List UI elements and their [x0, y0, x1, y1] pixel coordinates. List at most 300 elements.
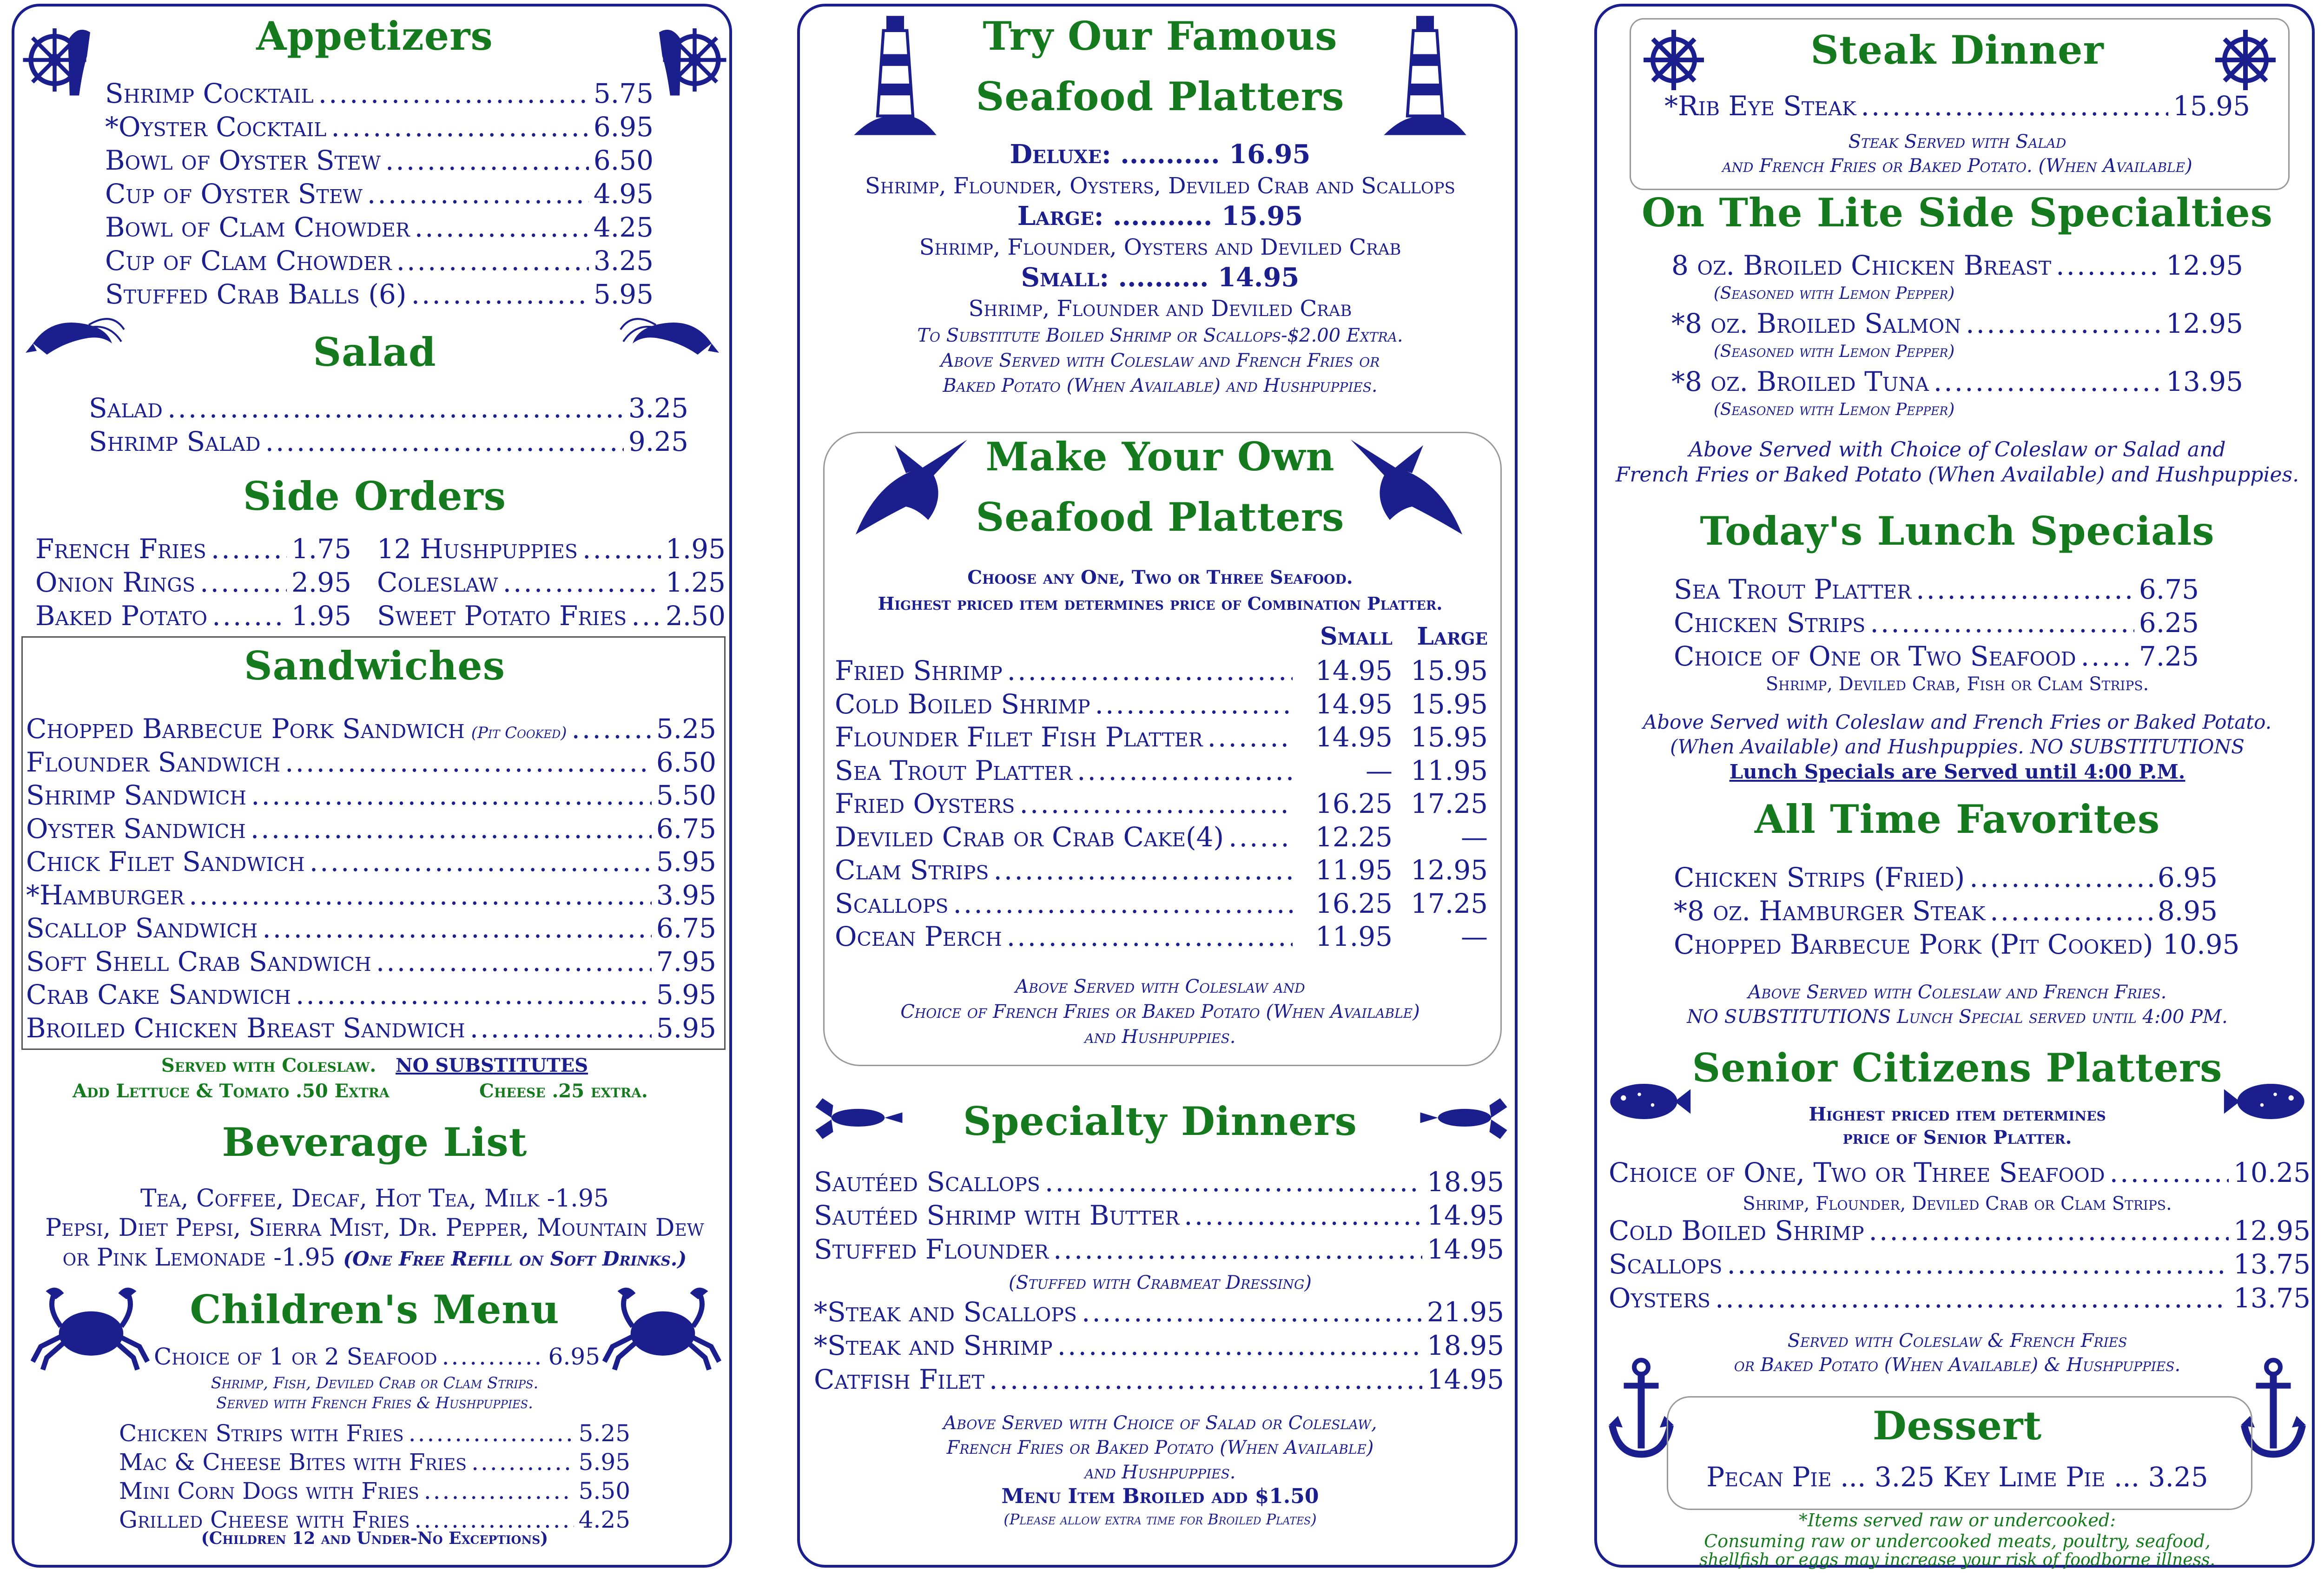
dot-leader: [310, 848, 652, 875]
item-name: *8 oz. Hamburger Steak: [1674, 895, 1986, 927]
item-name: Coleslaw: [377, 567, 498, 598]
item-name: Flounder Filet Fish Platter: [835, 721, 1203, 753]
menu-item: [814, 1166, 1504, 1198]
item-name: Bowl of Clam Chowder: [105, 211, 410, 243]
dot-leader: [1208, 724, 1293, 751]
lite-note-2: French Fries or Baked Potato (When Available) and Hushpuppies.: [1615, 463, 2299, 487]
famous-title-line-1: Try Our Famous: [983, 13, 1338, 59]
children-choice-note-1: Shrimp, Fish, Deviled Crab or Clam Strips.: [211, 1374, 539, 1392]
item-price: 5.95: [578, 1449, 630, 1476]
dot-leader: [1184, 1202, 1422, 1229]
menu-item: [835, 887, 1488, 919]
item-price: 12.95: [2166, 250, 2243, 281]
menu-item: [835, 721, 1488, 753]
warning-line-2: Consuming raw or undercooked meats, poultry, seafood,: [1704, 1531, 2211, 1551]
steak-note-2: and French Fries or Baked Potato. (When Available): [1722, 155, 2192, 177]
item-name: Scallops: [835, 887, 949, 919]
make-own-note-3: and Hushpuppies.: [1084, 1026, 1236, 1048]
warning-line-1: *Items served raw or undercooked:: [1798, 1510, 2116, 1530]
senior-title: Senior Citizens Platters: [1692, 1045, 2223, 1091]
sandwiches-title: Sandwiches: [244, 643, 506, 689]
item-price: 6.75: [656, 812, 716, 844]
item-name: *Rib Eye Steak: [1664, 90, 1856, 122]
broiled-note: Menu Item Broiled add $1.50: [1001, 1484, 1319, 1508]
dot-leader: [989, 1366, 1422, 1393]
item-name: Shrimp Sandwich: [26, 779, 247, 811]
item-name: Chick Filet Sandwich: [26, 846, 305, 877]
item-name: Clam Strips: [835, 854, 989, 886]
item-name: Chicken Strips with Fries: [119, 1420, 404, 1447]
highest-note: Highest priced item determines price of Combination Platter.: [878, 593, 1443, 614]
menu-item: [377, 569, 726, 596]
make-own-title-line-2: Seafood Platters: [976, 494, 1345, 540]
dot-leader: [331, 113, 588, 140]
deluxe-price: Deluxe: ........... 16.95: [1010, 139, 1311, 170]
menu-item: [814, 1366, 1504, 1393]
dot-leader: [1053, 1236, 1422, 1263]
item-name: Chopped Barbecue Pork Sandwich: [26, 713, 465, 745]
item-name: *8 oz. Broiled Salmon: [1671, 308, 1961, 339]
menu-item: [26, 713, 716, 745]
item-name: Chopped Barbecue Pork (Pit Cooked): [1674, 929, 2153, 960]
dot-leader: [1095, 691, 1293, 718]
sandwich-served-note: Served with Coleslaw. NO SUBSTITUTES: [161, 1055, 588, 1076]
col-large-header: Large: [1417, 622, 1488, 651]
steak-title: Steak Dinner: [1810, 27, 2104, 73]
item-price-small: 14.95: [1315, 655, 1393, 686]
menu-item: [814, 1233, 1504, 1265]
menu-item: [119, 1508, 630, 1531]
famous-served-note-1: Above Served with Coleslaw and French Fries or: [940, 350, 1380, 371]
menu-item: [377, 533, 726, 565]
item-price: 3.25: [593, 245, 654, 277]
menu-item: [105, 245, 654, 277]
menu-item: [105, 211, 654, 243]
item-name: Stuffed Flounder: [814, 1233, 1049, 1265]
dot-leader: [2056, 252, 2161, 279]
substitute-note: To Substitute Boiled Shrimp or Scallops-$2.00 Extra.: [917, 325, 1403, 346]
item-price: 1.75: [291, 533, 351, 565]
lunch-note-3: Lunch Specials are Served until 4:00 P.M.: [1729, 760, 2185, 783]
item-price: 15.95: [2172, 90, 2250, 122]
lite-note-1: Above Served with Choice of Coleslaw or Salad and: [1689, 438, 2226, 462]
item-price: 6.95: [2157, 862, 2218, 893]
item-price: 5.95: [656, 979, 716, 1010]
item-price: 6.50: [656, 746, 716, 778]
menu-item: [119, 1451, 630, 1474]
dot-leader: [1228, 824, 1293, 851]
menu-item: [835, 754, 1488, 786]
dot-leader: [1045, 1168, 1422, 1195]
item-price-large: 17.25: [1410, 788, 1488, 819]
panel-right: [1594, 4, 2315, 1568]
item-name: Choice of 1 or 2 Seafood: [154, 1343, 437, 1370]
item-price-large: —: [1461, 821, 1488, 853]
menu-item: [835, 854, 1488, 886]
item-price-large: 11.95: [1410, 754, 1488, 786]
item-price-small: 11.95: [1315, 854, 1393, 886]
dot-leader: [572, 715, 652, 742]
small-desc: Shrimp, Flounder and Deviled Crab: [968, 296, 1352, 322]
item-price: 4.95: [593, 178, 654, 210]
dot-leader: [1082, 1299, 1422, 1325]
item-name: *Oyster Cocktail: [105, 111, 327, 143]
steak-note-1: Steak Served with Salad: [1848, 131, 2067, 152]
menu-item: [1671, 310, 2243, 337]
item-name: *Hamburger: [26, 879, 185, 911]
item-name: Flounder Sandwich: [26, 746, 281, 778]
dot-leader: [396, 247, 589, 274]
menu-item: [814, 1332, 1504, 1359]
specialty-title: Specialty Dinners: [963, 1098, 1357, 1144]
menu-item: [89, 392, 688, 424]
make-own-title-line-1: Make Your Own: [985, 434, 1335, 480]
side-orders-title: Side Orders: [243, 473, 507, 519]
dot-leader: [414, 1508, 574, 1531]
specialty-note-2: French Fries or Baked Potato (When Available): [946, 1437, 1374, 1458]
menu-item: [1674, 640, 2199, 672]
menu-item: [1674, 895, 2218, 927]
senior-note-1: Served with Coleslaw & French Fries: [1787, 1330, 2127, 1352]
dot-leader: [167, 395, 624, 422]
menu-item: [26, 1012, 716, 1044]
dot-leader: [211, 535, 287, 562]
dot-leader: [189, 882, 652, 909]
menu-item: [1609, 1159, 2311, 1186]
children-footer: (Children 12 and Under-No Exceptions): [201, 1529, 548, 1548]
menu-item: [35, 533, 351, 565]
item-price: 1.25: [665, 567, 726, 598]
dot-leader: [471, 1451, 574, 1474]
item-price: 21.95: [1426, 1296, 1504, 1328]
specialty-note-1: Above Served with Choice of Salad or Coleslaw,: [943, 1412, 1377, 1434]
item-subnote: (Seasoned with Lemon Pepper): [1713, 342, 1955, 361]
menu-item: [26, 746, 716, 778]
dot-leader: [2081, 643, 2134, 670]
item-price: 9.25: [628, 426, 688, 457]
dot-leader: [1861, 92, 2168, 119]
dot-leader: [442, 1345, 544, 1368]
beverage-line-2: Pepsi, Diet Pepsi, Sierra Mist, Dr. Pepper, Mountain Dew: [45, 1214, 704, 1242]
menu-item: [1674, 576, 2199, 603]
dot-leader: [1990, 897, 2153, 924]
senior-note-2: or Baked Potato (When Available) & Hushpuppies.: [1734, 1354, 2181, 1376]
salad-title: Salad: [313, 329, 436, 375]
item-price-small: 14.95: [1315, 721, 1393, 753]
menu-item: [1674, 607, 2199, 639]
menu-item: [35, 600, 351, 632]
item-price: 14.95: [1426, 1200, 1504, 1231]
item-price-large: 15.95: [1410, 721, 1488, 753]
menu-item: [105, 147, 654, 174]
dot-leader: [1727, 1251, 2229, 1278]
menu-item: [154, 1345, 600, 1368]
lunch-choice-note: Shrimp, Deviled Crab, Fish or Clam Strips.: [1765, 673, 2149, 695]
item-name: Cold Boiled Shrimp: [1609, 1215, 1864, 1246]
item-price: 12.95: [2233, 1215, 2311, 1246]
favorites-title: All Time Favorites: [1754, 796, 2160, 842]
dot-leader: [296, 981, 652, 1008]
item-name: Cup of Oyster Stew: [105, 178, 363, 210]
dot-leader: [1969, 864, 2153, 891]
menu-item: [835, 790, 1488, 817]
dot-leader: [1077, 757, 1293, 784]
item-name: Salad: [89, 392, 163, 424]
small-price: Small: .......... 14.95: [1021, 262, 1300, 293]
dot-leader: [1057, 1332, 1422, 1359]
item-price: 13.75: [2233, 1248, 2311, 1280]
menu-item: [1674, 864, 2218, 891]
dot-leader: [424, 1479, 574, 1503]
item-price: 6.50: [593, 145, 654, 176]
item-name: Shrimp Cocktail: [105, 78, 314, 109]
item-price: 18.95: [1426, 1330, 1504, 1361]
item-price: 6.25: [2139, 607, 2199, 639]
stuffed-note: (Stuffed with Crabmeat Dressing): [1008, 1272, 1312, 1293]
item-name: Onion Rings: [35, 567, 196, 598]
large-desc: Shrimp, Flounder, Oysters and Deviled Crab: [919, 234, 1401, 260]
item-price: 5.75: [593, 78, 654, 109]
item-price: 1.95: [291, 600, 351, 632]
item-name: French Fries: [35, 533, 206, 565]
children-choice-note-2: Served with French Fries & Hushpuppies.: [216, 1394, 533, 1412]
dot-leader: [318, 80, 589, 107]
item-price: 6.75: [656, 912, 716, 944]
childrens-menu-title: Children's Menu: [190, 1286, 560, 1332]
col-small-header: Small: [1320, 622, 1393, 651]
dot-leader: [200, 569, 287, 596]
item-price: 4.25: [593, 211, 654, 243]
item-price-large: 17.25: [1410, 887, 1488, 919]
item-price: 3.25: [628, 392, 688, 424]
item-price: 5.50: [578, 1477, 630, 1504]
menu-item: [105, 178, 654, 210]
item-name: Choice of One or Two Seafood: [1674, 640, 2076, 672]
menu-item: [835, 923, 1488, 950]
item-price: 5.50: [656, 779, 716, 811]
dot-leader: [385, 147, 589, 174]
dot-leader: [2110, 1159, 2229, 1186]
menu-item: [26, 945, 716, 977]
item-price: 7.25: [2139, 640, 2199, 672]
broiled-time-note: (Please allow extra time for Broiled Plates): [1004, 1510, 1317, 1528]
lettuce-note: Add Lettuce & Tomato .50 Extra: [73, 1080, 390, 1102]
menu-item: [105, 80, 654, 107]
menu-item: [26, 879, 716, 911]
item-name: Sautéed Shrimp with Butter: [814, 1200, 1180, 1231]
item-price-small: 16.25: [1315, 887, 1393, 919]
item-name: Sea Trout Platter: [1674, 574, 1912, 605]
dot-leader: [367, 180, 589, 207]
item-name: Ocean Perch: [835, 921, 1002, 952]
item-price: 6.75: [2139, 574, 2199, 605]
item-name: Broiled Chicken Breast Sandwich: [26, 1012, 465, 1044]
cheese-note: Cheese .25 extra.: [479, 1080, 648, 1102]
menu-item: [835, 821, 1488, 853]
item-name: Scallop Sandwich: [26, 912, 258, 944]
specialty-note-3: and Hushpuppies.: [1084, 1462, 1236, 1483]
dot-leader: [411, 281, 589, 308]
dot-leader: [1934, 368, 2161, 395]
item-name: *Steak and Shrimp: [814, 1330, 1053, 1361]
dot-leader: [582, 535, 661, 562]
menu-item: [1609, 1282, 2311, 1314]
dot-leader: [1869, 1217, 2229, 1244]
item-price: 5.95: [593, 278, 654, 310]
senior-sub-1: Highest priced item determines: [1809, 1103, 2106, 1125]
menu-item: [26, 912, 716, 944]
menu-item: [26, 779, 716, 811]
item-subnote: (Seasoned with Lemon Pepper): [1713, 400, 1955, 419]
item-price: 18.95: [1426, 1166, 1504, 1198]
menu-item: [119, 1479, 630, 1503]
item-price: 10.95: [2162, 929, 2240, 960]
menu-item: [119, 1422, 630, 1445]
dot-leader: [212, 602, 287, 629]
senior-choice-note: Shrimp, Flounder, Deviled Crab or Clam Strips.: [1743, 1193, 2172, 1214]
item-price: 5.95: [656, 846, 716, 877]
item-name: 8 oz. Broiled Chicken Breast: [1671, 250, 2052, 281]
appetizers-title: Appetizers: [256, 13, 493, 59]
beverage-title: Beverage List: [222, 1119, 528, 1165]
item-price-small: 11.95: [1315, 921, 1393, 952]
menu-item: [814, 1296, 1504, 1328]
item-name: Mac & Cheese Bites with Fries: [119, 1449, 467, 1476]
item-name: Sautéed Scallops: [814, 1166, 1040, 1198]
make-own-note-2: Choice of French Fries or Baked Potato (When Available): [900, 1001, 1420, 1022]
item-price: 5.25: [578, 1420, 630, 1447]
large-price: Large: ........... 15.95: [1017, 201, 1303, 231]
item-name: *Steak and Scallops: [814, 1296, 1077, 1328]
dot-leader: [251, 782, 652, 809]
famous-served-note-2: Baked Potato (When Available) and Hushpuppies.: [943, 375, 1378, 396]
item-name: Catfish Filet: [814, 1364, 984, 1395]
item-name: Shrimp Salad: [89, 426, 261, 457]
item-name: Fried Shrimp: [835, 655, 1003, 686]
item-name: Sea Trout Platter: [835, 754, 1073, 786]
menu-item: [89, 428, 688, 455]
item-name: Oysters: [1609, 1282, 1710, 1314]
item-name: Bowl of Oyster Stew: [105, 145, 381, 176]
item-name: Chicken Strips (Fried): [1674, 862, 1965, 893]
dot-leader: [376, 948, 652, 975]
menu-item: [835, 688, 1488, 720]
dot-leader: [265, 428, 624, 455]
item-name: *8 oz. Broiled Tuna: [1671, 366, 1929, 397]
dot-leader: [1019, 790, 1293, 817]
item-price: 10.25: [2233, 1157, 2311, 1188]
beverage-line-1: Tea, Coffee, Decaf, Hot Tea, Milk -1.95: [140, 1185, 609, 1213]
favorites-note-2: NO SUBSTITUTIONS Lunch Special served until 4:00 PM.: [1687, 1006, 2228, 1028]
lite-title: On The Lite Side Specialties: [1642, 190, 2273, 236]
make-own-note-1: Above Served with Coleslaw and: [1015, 976, 1305, 997]
dessert-line: Pecan Pie ... 3.25 Key Lime Pie ... 3.25: [1706, 1461, 2208, 1493]
dot-leader: [1870, 609, 2134, 636]
item-name: Mini Corn Dogs with Fries: [119, 1477, 419, 1504]
favorites-note-1: Above Served with Coleslaw and French Fries.: [1748, 982, 2167, 1003]
item-price-small: 16.25: [1315, 788, 1393, 819]
menu-item: [835, 657, 1488, 684]
item-name: Stuffed Crab Balls (6): [105, 278, 407, 310]
dot-leader: [631, 602, 661, 629]
item-price: 6.95: [593, 111, 654, 143]
item-price: 8.95: [2157, 895, 2218, 927]
lunch-title: Today's Lunch Specials: [1700, 508, 2215, 554]
menu-item: [105, 278, 654, 310]
menu-item: [1674, 929, 2240, 960]
lunch-note-1: Above Served with Coleslaw and French Fries or Baked Potato.: [1643, 711, 2272, 733]
item-price: 2.50: [665, 600, 726, 632]
item-price: 7.95: [656, 945, 716, 977]
item-name: Cold Boiled Shrimp: [835, 688, 1090, 720]
item-name: Oyster Sandwich: [26, 812, 246, 844]
item-name: Cup of Clam Chowder: [105, 245, 392, 277]
dot-leader: [503, 569, 661, 596]
dot-leader: [993, 857, 1293, 884]
item-price-small: —: [1366, 754, 1393, 786]
item-name: Baked Potato: [35, 600, 208, 632]
item-price-small: 12.25: [1315, 821, 1393, 853]
item-name: Sweet Potato Fries: [377, 600, 627, 632]
item-price-large: 15.95: [1410, 655, 1488, 686]
lunch-note-2: (When Available) and Hushpuppies. NO SUBSTITUTIONS: [1670, 735, 2245, 758]
item-name: 12 Hushpuppies: [377, 533, 578, 565]
item-price-large: 15.95: [1410, 688, 1488, 720]
senior-sub-2: price of Senior Platter.: [1842, 1127, 2072, 1148]
dot-leader: [251, 815, 652, 842]
menu-item: [1609, 1248, 2311, 1280]
item-price: 14.95: [1426, 1233, 1504, 1265]
dot-leader: [953, 890, 1293, 917]
panel-middle: [797, 4, 1518, 1568]
item-price: 5.25: [656, 713, 716, 745]
item-price: 4.25: [578, 1506, 630, 1533]
item-name: Fried Oysters: [835, 788, 1015, 819]
menu-item: [1671, 368, 2243, 395]
beverage-line-3: or Pink Lemonade -1.95 (One Free Refill on Soft Drinks.): [62, 1244, 687, 1272]
item-price: 6.95: [548, 1343, 600, 1370]
dot-leader: [1715, 1285, 2229, 1312]
choose-note: Choose any One, Two or Three Seafood.: [967, 567, 1353, 588]
item-name: Chicken Strips: [1674, 607, 1866, 639]
item-price: 1.95: [665, 533, 726, 565]
item-price: 2.95: [291, 567, 351, 598]
menu-item: [26, 981, 716, 1008]
menu-item: [26, 812, 716, 844]
item-name: Choice of One, Two or Three Seafood: [1609, 1157, 2105, 1188]
item-name: Crab Cake Sandwich: [26, 979, 291, 1010]
dot-leader: [1007, 657, 1293, 684]
menu-item: [1664, 90, 2250, 122]
dot-leader: [1966, 310, 2161, 337]
item-note: (Pit Cooked): [471, 724, 567, 742]
menu-item: [814, 1202, 1504, 1229]
item-name: Grilled Cheese with Fries: [119, 1506, 410, 1533]
item-name: Deviled Crab or Crab Cake(4): [835, 821, 1224, 853]
famous-title-line-2: Seafood Platters: [976, 73, 1345, 119]
item-price-large: —: [1461, 921, 1488, 952]
menu-item: [377, 600, 726, 632]
item-name: Scallops: [1609, 1248, 1723, 1280]
item-price: 3.95: [656, 879, 716, 911]
dot-leader: [470, 1015, 652, 1042]
dot-leader: [409, 1422, 574, 1445]
menu-item: [1671, 252, 2243, 279]
dot-leader: [285, 749, 652, 776]
item-price: 13.95: [2166, 366, 2243, 397]
menu-item: [26, 848, 716, 875]
deluxe-desc: Shrimp, Flounder, Oysters, Deviled Crab and Scallops: [865, 173, 1455, 199]
